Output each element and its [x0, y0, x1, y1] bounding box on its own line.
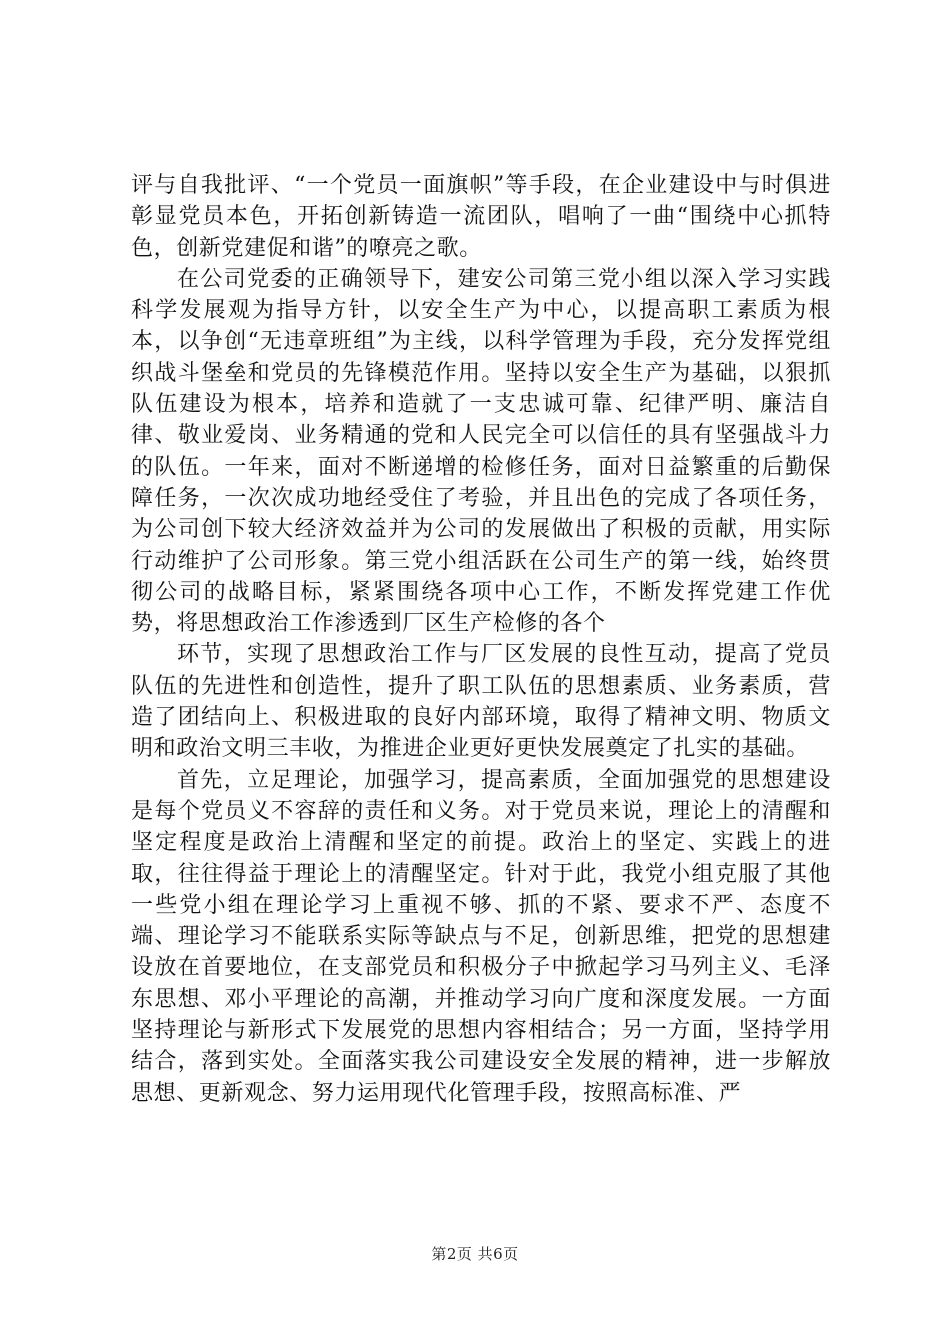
paragraph-1: 评与自我批评、“一个党员一面旗帜”等手段，在企业建设中与时俱进彰显党员本色，开拓创新铸造一流团队，唱响了一曲“围绕中心抓特色，创新党建促和谐”的嘹亮之歌。 — [131, 173, 831, 261]
document-body — [131, 170, 831, 1109]
paragraph-4: 首先，立足理论，加强学习，提高素质，全面加强党的思想建设是每个党员义不容辞的责任和义务。对于党员来说，理论上的清醒和坚定程度是政治上清醒和坚定的前提。政治上的坚定、实践上的进取，往往得益于理论上的清醒坚定。针对于此，我党小组克服了其他一些党小组在理论学习上重视不够、抓的不紧、要求不严、态度不端、理论学习不能联系实际等缺点与不足，创新思维，把党的思想建设放在首要地位，在支部党员和积极分子中掀起学习马列主义、毛泽东思想、邓小平理论的高潮，并推动学习向广度和深度发展。一方面坚持理论与新形式下发展党的思想内容相结合；另一方面，坚持学用结合，落到实处。全面落实我公司建设安全发展的精神，进一步解放思想、更新观念、努力运用现代化管理手段，按照高标准、严 — [131, 767, 831, 1106]
paragraph-2: 在公司党委的正确领导下，建安公司第三党小组以深入学习实践科学发展观为指导方针，以安全生产为中心，以提高职工素质为根本，以争创“无违章班组”为主线，以科学管理为手段，充分发挥党组织战斗堡垒和党员的先锋模范作用。坚持以安全生产为基础，以狠抓队伍建设为根本，培养和造就了一支忠诚可靠、纪律严明、廉洁自律、敬业爱岗、业务精通的党和人民完全可以信任的具有坚强战斗力的队伍。一年来，面对不断递增的检修任务，面对日益繁重的后勤保障任务，一次次成功地经受住了考验，并且出色的完成了各项任务，为公司创下较大经济效益并为公司的发展做出了积极的贡献，用实际行动维护了公司形象。第三党小组活跃在公司生产的第一线，始终贯彻公司的战略目标，紧紧围绕各项中心工作，不断发挥党建工作优势，将思想政治工作渗透到厂区生产检修的各个 — [131, 266, 831, 637]
page-footer: 第2页 共6页 — [431, 1245, 519, 1263]
paragraph-3: 环节，实现了思想政治工作与厂区发展的良性互动，提高了党员队伍的先进性和创造性，提升了职工队伍的思想素质、业务素质，营造了团结向上、积极进取的良好内部环境，取得了精神文明、物质文明和政治文明三丰收，为推进企业更好更快发展奠定了扎实的基础。 — [131, 642, 831, 762]
